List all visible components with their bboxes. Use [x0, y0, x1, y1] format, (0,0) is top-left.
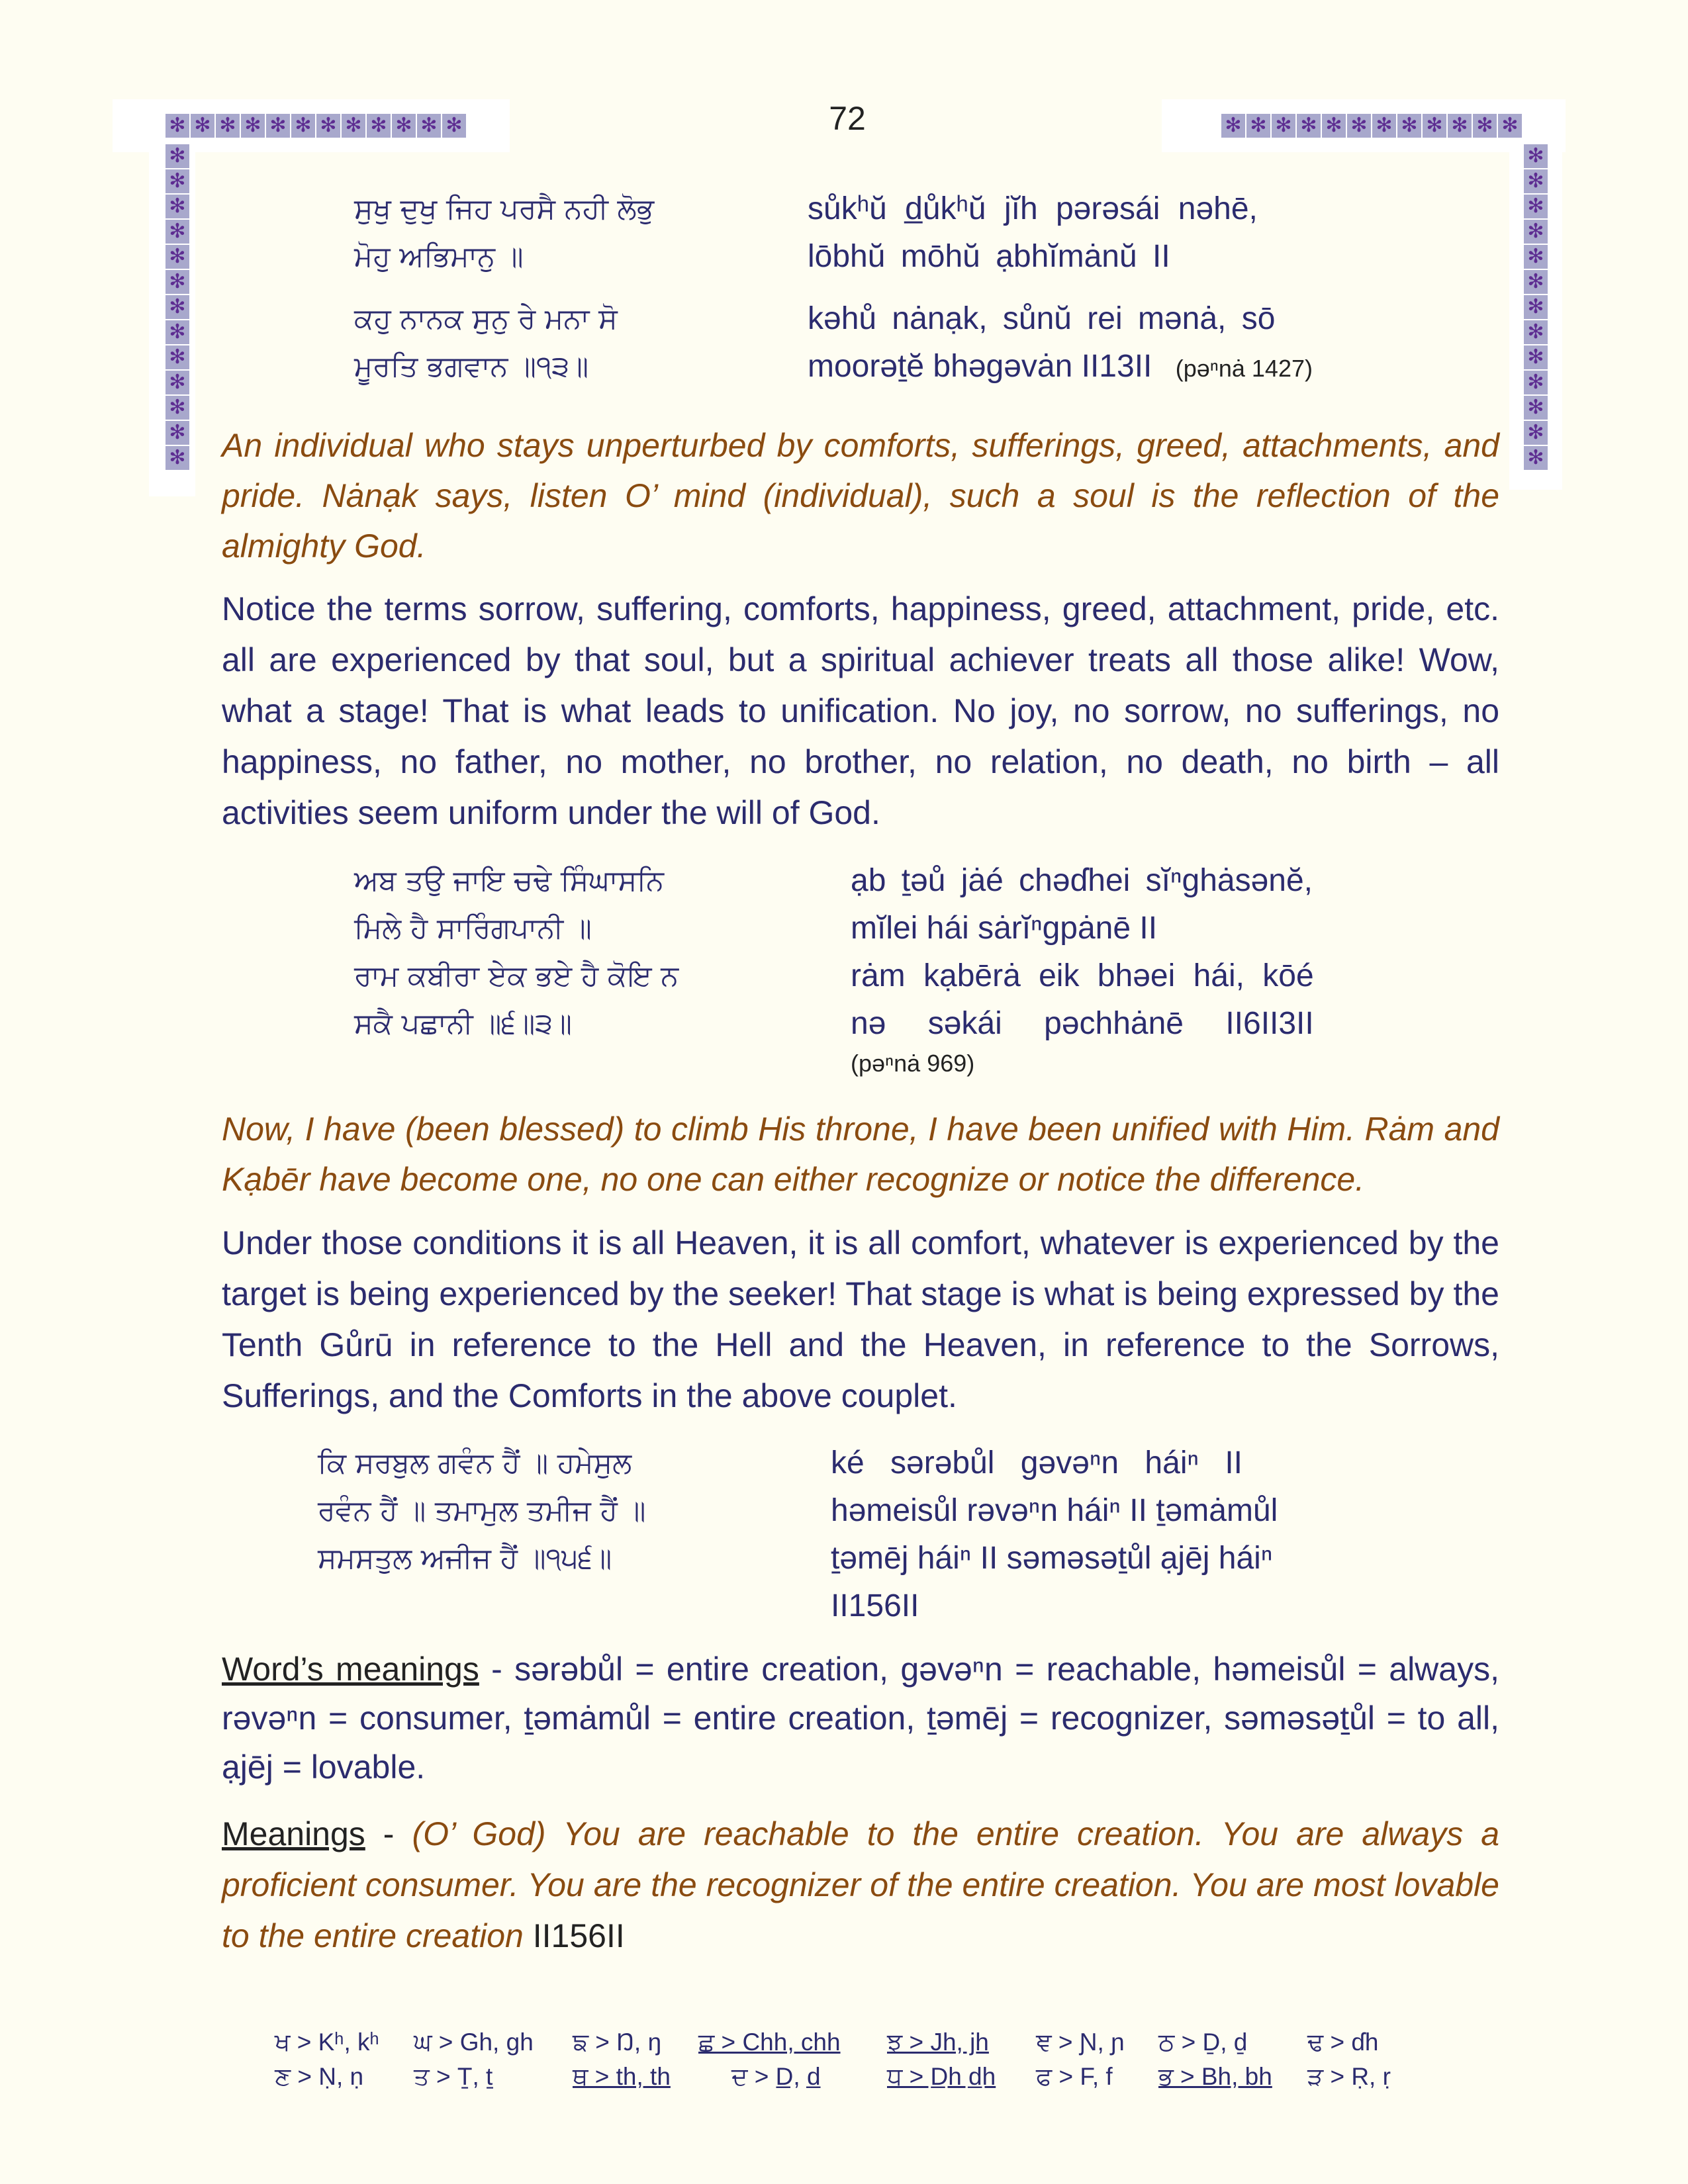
verse3-gurmukhi — [318, 1439, 781, 1582]
translit-text: moorəṯĕ bhəgəvȧn II13II — [808, 349, 1152, 384]
gurmukhi-line: ਮੋਹੁ ਅਭਿਮਾਨੁ ॥ — [354, 240, 524, 273]
key-item: ਛ > Chh, chh — [698, 2028, 841, 2056]
translit-line: sůkʰŭ d̲ůkʰŭ jĭh pərəsái nəhē, — [808, 191, 1258, 226]
flower-ornament: ✻ — [165, 144, 189, 168]
flower-ornament: ✻ — [417, 114, 441, 138]
flower-ornament: ✻ — [266, 114, 290, 138]
flower-ornament: ✻ — [165, 295, 189, 319]
translit-line — [808, 343, 1509, 392]
key-item: ਖ > Kʰ, kʰ — [275, 2028, 379, 2056]
flower-ornament: ✻ — [1372, 114, 1396, 138]
translit-line: mĭlei hái sȧrĭⁿgpȧnē II — [851, 911, 1158, 946]
flower-ornament: ✻ — [1524, 345, 1548, 369]
flower-ornament: ✻ — [1347, 114, 1371, 138]
key-item: ਞ > Ɲ, ɲ — [1036, 2028, 1125, 2056]
page-number: 72 — [829, 100, 866, 137]
gurmukhi-line: ਸੁਖੁ ਦੁਖੁ ਜਿਹ ਪਰਸੈ ਨਹੀ ਲੋਭੁ — [354, 193, 654, 226]
key-item: ਢ > ɗh — [1307, 2028, 1379, 2056]
flower-ornament: ✻ — [1448, 114, 1472, 138]
flower-ornament: ✻ — [442, 114, 466, 138]
verse1-transliteration — [808, 185, 1509, 392]
verse1-translation: An individual who stays unperturbed by comforts, sufferings, greed, attachments, and pride. Nȧnạk says, listen O’ mind (individual), such a soul is the reflection of the almighty God. — [222, 427, 1499, 565]
gurmukhi-line: ਕਹੁ ਨਾਨਕ ਸੁਨੁ ਰੇ ਮਨਾ ਸੋ — [354, 302, 618, 336]
flower-ornament: ✻ — [1524, 446, 1548, 470]
flower-ornament: ✻ — [1423, 114, 1446, 138]
flower-ornament: ✻ — [165, 270, 189, 294]
key-item: ਠ > Ḏ, ḏ — [1158, 2028, 1248, 2056]
key-item: ਭ > Bh, bh — [1158, 2063, 1272, 2090]
transliteration-key-row2 — [275, 2060, 1479, 2094]
translit-line: ké sərəbůl gəvəⁿn háiⁿ II — [831, 1445, 1243, 1480]
flower-ornament: ✻ — [165, 396, 189, 420]
translit-line: lōbhŭ mōhŭ ạbhĭmȧnŭ II — [808, 239, 1170, 274]
gurmukhi-line: ਮਿਲੇ ਹੈ ਸਾਰਿੰਗਪਾਨੀ ॥ — [354, 912, 592, 945]
key-item: ਥ > th, th — [573, 2063, 671, 2090]
key-item: ਙ > Ŋ, ŋ — [573, 2028, 662, 2056]
gurmukhi-line: ਸਕੈ ਪਛਾਨੀ ॥੬॥੩॥ — [354, 1007, 572, 1040]
translit-line: ạb ṯəů jȧé chəɗhei sĭⁿghȧsənĕ, — [851, 863, 1313, 898]
gurmukhi-line: ਕਿ ਸਰਬੁਲ ਗਵੰਨ ਹੈਂ ॥ ਹਮੇਸੁਲ — [318, 1447, 632, 1480]
flower-ornament: ✻ — [165, 345, 189, 369]
verse2-gurmukhi — [354, 857, 778, 1048]
gurmukhi-line: ਸਮਸਤੁਲ ਅਜੀਜ ਹੈਂ ॥੧੫੬॥ — [318, 1542, 612, 1575]
meanings-text: (O’ God) You are reachable to the entire creation. You are always a proficient consumer. You are the recognizer of the entire creation. You are most lovable to the entire creation — [222, 1815, 1500, 1954]
words-meanings-heading: Word’s meanings — [222, 1651, 479, 1688]
flower-ornament: ✻ — [216, 114, 240, 138]
flower-ornament: ✻ — [1272, 114, 1295, 138]
verse2-translation: Now, I have (been blessed) to climb His throne, I have been unified with Him. Rȧm and Kạbēr have become one, no one can either recognize or notice the difference. — [222, 1111, 1499, 1198]
verse1-reference: (pəⁿnȧ 1427) — [1175, 355, 1313, 382]
key-item: ਘ > Gh, gh — [414, 2028, 534, 2056]
verse2-transliteration — [851, 857, 1513, 1079]
verse3-transliteration — [831, 1439, 1493, 1630]
flower-ornament: ✻ — [342, 114, 365, 138]
gurmukhi-line: ਮੂਰਤਿ ਭਗਵਾਨ ॥੧੩॥ — [354, 350, 589, 383]
paragraph-2: Under those conditions it is all Heaven, it is all comfort, whatever is experienced by the target is being experienced by the seeker! That stage is what is being expressed by the Tenth Gůrū in reference to the Hell and the Heaven, in reference to the Sorrows, Sufferings, and the Comforts in the above couplet. — [222, 1224, 1499, 1414]
key-item: ਤ > Ṯ, ṯ — [414, 2063, 493, 2090]
flower-ornament: ✻ — [1473, 114, 1497, 138]
flower-ornament: ✻ — [291, 114, 315, 138]
flower-ornament: ✻ — [1397, 114, 1421, 138]
flower-ornament: ✻ — [1524, 270, 1548, 294]
flower-ornament: ✻ — [1524, 169, 1548, 193]
flower-ornament: ✻ — [165, 169, 189, 193]
flower-ornament: ✻ — [1524, 220, 1548, 244]
verse2-reference: (pəⁿnȧ 969) — [851, 1050, 975, 1077]
flower-ornament: ✻ — [241, 114, 265, 138]
gurmukhi-line: ਰਾਮ ਕਬੀਰਾ ਏਕ ਭਏ ਹੈ ਕੋਇ ਨ — [354, 960, 679, 993]
flower-ornament: ✻ — [165, 114, 189, 138]
flower-ornament: ✻ — [165, 220, 189, 244]
left-flower-border — [165, 144, 189, 470]
flower-ornament: ✻ — [165, 245, 189, 269]
words-meanings — [222, 1645, 1499, 1792]
meanings: Meanings - (O’ God) You are reachable to the entire creation. You are always a proficient consumer. You are the recognizer of the entire creation. You are most lovable to the entire creation II156II — [222, 1815, 1500, 1954]
flower-ornament: ✻ — [1524, 421, 1548, 445]
flower-ornament: ✻ — [1524, 144, 1548, 168]
flower-ornament: ✻ — [165, 446, 189, 470]
flower-ornament: ✻ — [367, 114, 391, 138]
top-left-flower-border — [165, 114, 466, 138]
translit-line: ṯəmēj háiⁿ II səməsəṯůl ạjēj háiⁿ — [831, 1541, 1273, 1576]
translit-line: rȧm kạbērȧ eik bhəei hái, kōé — [851, 958, 1314, 993]
transliteration-key-row1 — [275, 2025, 1479, 2060]
key-item: ਫ > F, f — [1036, 2063, 1113, 2090]
flower-ornament: ✻ — [1322, 114, 1346, 138]
key-item: ਦ > D̲, d̲ — [731, 2063, 821, 2090]
flower-ornament: ✻ — [165, 371, 189, 394]
flower-ornament: ✻ — [1297, 114, 1321, 138]
translit-line: nə səkái pəchhȧnē II6II3II — [851, 1006, 1314, 1041]
translit-line: kəhů nȧnạk, sůnŭ rei mənȧ, sō — [808, 301, 1276, 336]
key-item: ੜ > Ṛ, ṛ — [1307, 2063, 1391, 2090]
flower-ornament: ✻ — [1524, 295, 1548, 319]
flower-ornament: ✻ — [1524, 320, 1548, 344]
flower-ornament: ✻ — [191, 114, 214, 138]
flower-ornament: ✻ — [165, 421, 189, 445]
flower-ornament: ✻ — [1524, 371, 1548, 394]
flower-ornament: ✻ — [392, 114, 416, 138]
paragraph-1: Notice the terms sorrow, suffering, comforts, happiness, greed, attachment, pride, etc. all are experienced by that soul, but a spiritual achiever treats all those alike! Wow, what a stage! That is what leads to unification. No joy, no sorrow, no sufferings, no happiness, no father, no mother, no brother, no relation, no death, no birth – all activities seem uniform under the will of God. — [222, 590, 1499, 831]
flower-ornament: ✻ — [1524, 195, 1548, 218]
flower-ornament: ✻ — [1246, 114, 1270, 138]
flower-ornament: ✻ — [1498, 114, 1522, 138]
translit-line: II156II — [831, 1588, 919, 1623]
gurmukhi-line: ਅਬ ਤਉ ਜਾਇ ਚਢੇ ਸਿੰਘਾਸਨਿ — [354, 864, 665, 897]
key-item: ਣ > Ṇ, ṇ — [275, 2063, 364, 2090]
top-right-flower-border — [1221, 114, 1522, 138]
key-item: ਧ > D̲h d̲h — [887, 2063, 996, 2090]
flower-ornament: ✻ — [1524, 245, 1548, 269]
right-flower-border — [1524, 144, 1548, 470]
meanings-heading: Meanings — [222, 1815, 365, 1852]
meanings-verse-number: II156II — [523, 1917, 625, 1954]
verse1-gurmukhi — [354, 185, 778, 390]
flower-ornament: ✻ — [165, 195, 189, 218]
gurmukhi-line: ਰਵੰਨ ਹੈਂ ॥ ਤਮਾਮੁਲ ਤਮੀਜ ਹੈਂ ॥ — [318, 1494, 646, 1527]
flower-ornament: ✻ — [1221, 114, 1245, 138]
flower-ornament: ✻ — [165, 320, 189, 344]
key-item: ਝ > Jh, jh — [887, 2028, 989, 2056]
flower-ornament: ✻ — [1524, 396, 1548, 420]
words-meanings-text: - sərəbůl = entire creation, gəvəⁿn = reachable, həmeisůl = always, rəvəⁿn = consumer, ṯəmȧmůl = entire creation, ṯəmēj = recognizer, səməsəṯůl = to all, ạjēj = lovable. — [222, 1651, 1499, 1786]
translit-line: həmeisůl rəvəⁿn háiⁿ II ṯəmȧmůl — [831, 1493, 1278, 1528]
flower-ornament: ✻ — [316, 114, 340, 138]
